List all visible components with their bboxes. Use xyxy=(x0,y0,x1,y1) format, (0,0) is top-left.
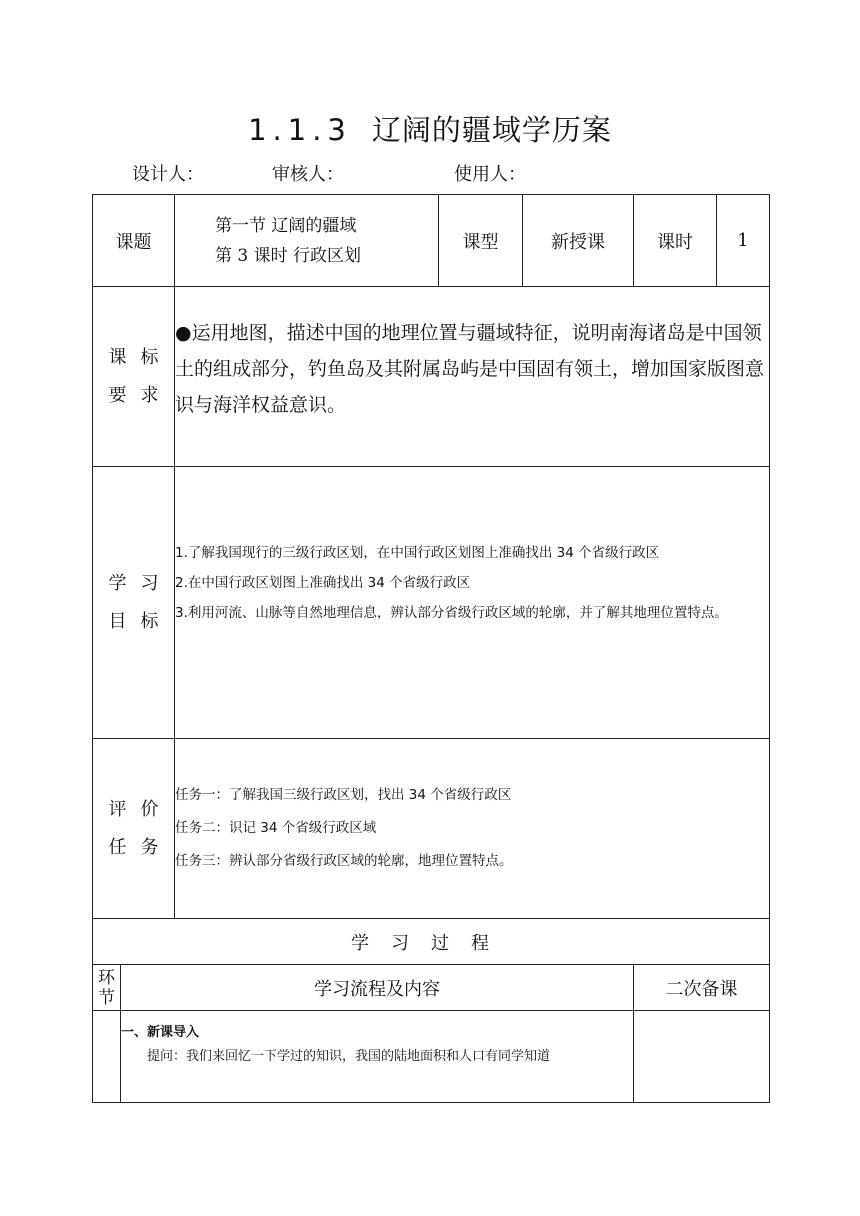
intro-heading: 一、新课导入 xyxy=(121,1025,200,1040)
goals-row xyxy=(93,467,770,739)
task-item-2: 任务二：识记 34 个省级行政区域 xyxy=(175,820,377,836)
designer-label: 设计人： xyxy=(132,164,204,185)
goals-label-line1: 学习 xyxy=(108,572,173,594)
standard-text: ●运用地图，描述中国的地理位置与疆域特征，说明南海诸岛是中国领土的组成部分，钓鱼岛及其附属岛屿是中国固有领土，增加国家版图意识与海洋权益意识。 xyxy=(175,287,770,467)
goal-item-3: 3.利用河流、山脉等自然地理信息，辨认部分省级行政区域的轮廓，并了解其地理位置特点。 xyxy=(175,604,728,621)
user-label: 使用人： xyxy=(454,164,526,185)
reviewer-label: 审核人： xyxy=(272,164,344,185)
topic-value-cell xyxy=(175,195,439,287)
goals-label-line2: 目标 xyxy=(108,610,173,632)
standard-label-line1: 课标 xyxy=(108,346,173,368)
intro-question: 提问：我们来回忆一下学过的知识，我国的陆地面积和人口有同学知道 xyxy=(147,1049,551,1064)
process-header-row xyxy=(93,965,770,1011)
intro-content xyxy=(121,1011,634,1103)
task-item-1: 任务一：了解我国三级行政区划，找出 34 个省级行政区 xyxy=(175,787,512,803)
tasks-label-line2: 任务 xyxy=(108,836,173,858)
topic-line1: 第一节 辽阔的疆域 xyxy=(215,215,357,236)
topic-line2: 第 3 课时 行政区划 xyxy=(215,245,362,266)
goal-item-1: 1.了解我国现行的三级行政区划，在中国行政区划图上准确找出 34 个省级行政区 xyxy=(175,544,660,561)
header-row xyxy=(93,195,770,287)
goals-content xyxy=(175,467,770,739)
standard-label-cell xyxy=(93,287,175,467)
tasks-content xyxy=(175,739,770,919)
type-value: 新授课 xyxy=(523,195,634,287)
task-item-3: 任务三：辨认部分省级行政区域的轮廓，地理位置特点。 xyxy=(175,853,513,869)
title-text: 辽阔的疆域学历案 xyxy=(371,113,612,147)
type-label: 课型 xyxy=(439,195,523,287)
standard-row xyxy=(93,287,770,467)
period-value: 1 xyxy=(717,195,770,287)
goal-item-2: 2.在中国行政区划图上准确找出 34 个省级行政区 xyxy=(175,574,471,591)
document-title xyxy=(0,108,860,149)
tasks-row xyxy=(93,739,770,919)
tasks-label-cell xyxy=(93,739,175,919)
stage-column-header: 环节 xyxy=(93,965,121,1011)
period-label: 课时 xyxy=(634,195,717,287)
stage-cell xyxy=(93,1011,121,1103)
content-column-header: 学习流程及内容 xyxy=(121,965,634,1011)
topic-label: 课题 xyxy=(93,195,175,287)
prep-column-header: 二次备课 xyxy=(634,965,770,1011)
lesson-table xyxy=(92,194,770,1103)
tasks-label-line1: 评价 xyxy=(108,798,173,820)
standard-label-line2: 要求 xyxy=(108,384,173,406)
process-heading-row xyxy=(93,919,770,965)
process-row-intro xyxy=(93,1011,770,1103)
process-heading: 学习过程 xyxy=(93,919,770,965)
title-number: 1.1.3 xyxy=(248,113,352,147)
prep-cell xyxy=(634,1011,770,1103)
goals-label-cell xyxy=(93,467,175,739)
